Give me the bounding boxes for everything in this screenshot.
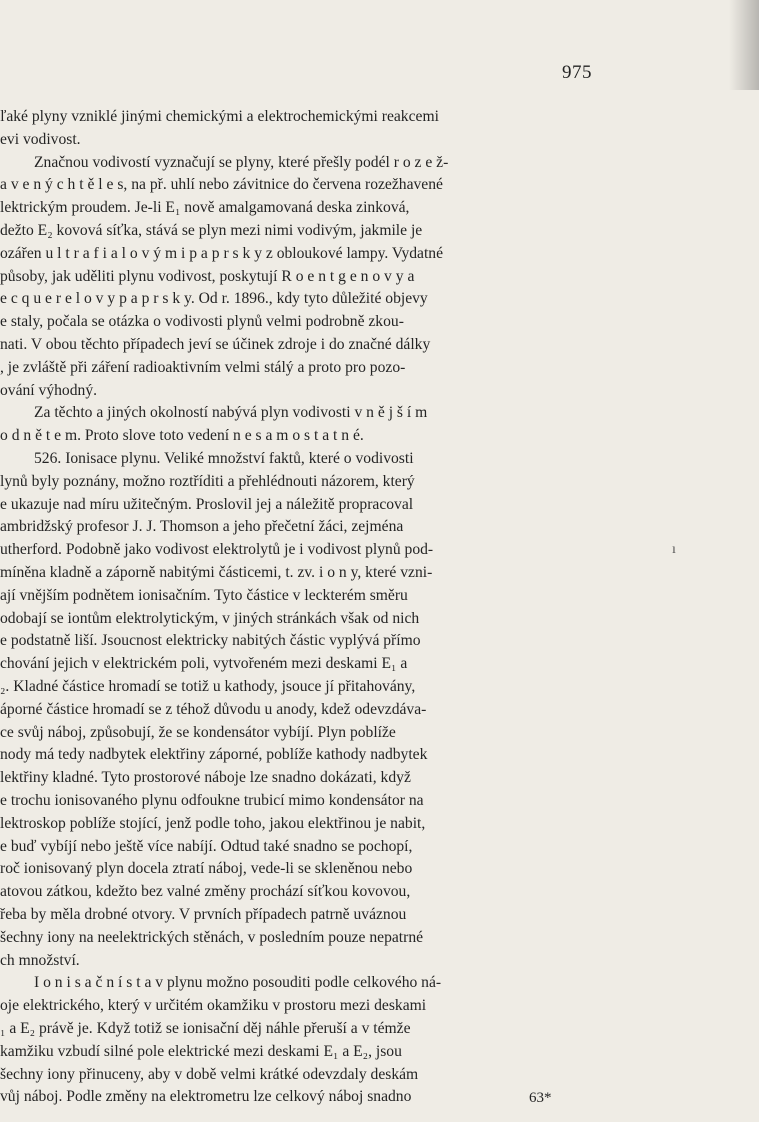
- text-line: vůj náboj. Podle změny na elektrometru lze celkový náboj snadno: [0, 1088, 412, 1106]
- text-line: ch množství.: [0, 951, 80, 969]
- text-line: ₁ a E₂ právě je. Když totiž se ionisační děj náhle přeruší a v témže: [0, 1020, 411, 1037]
- text-line: řeba by měla drobné otvory. V prvních případech patrně uváznou: [0, 906, 407, 923]
- text-line: roč ionisovaný plyn docela ztratí náboj, vede-li se skleněnou nebo: [0, 860, 413, 878]
- text-line: Značnou vodivostí vyznačují se plyny, které přešly podél r o z e ž-: [34, 153, 449, 171]
- text-line: I o n i s a č n í s t a v plynu možno posouditi podle celkového ná-: [34, 974, 442, 992]
- text-line: o d n ě t e m. Proto slove toto vedení n e s a m o s t a t n é.: [0, 427, 364, 445]
- text-line: dežto E₂ kovová síťka, stává se plyn mezi nimi vodivým, jakmile je: [0, 222, 423, 239]
- text-line: lynů byly poznány, možno roztříditi a přehlédnouti názorem, který: [0, 472, 415, 490]
- text-line: utherford. Podobně jako vodivost elektrolytů je i vodivost plynů pod-: [0, 541, 434, 559]
- text-line: ľaké plyny vzniklé jinými chemickými a elektrochemickými reakcemi: [0, 108, 439, 125]
- text-line: míněna kladně a záporně nabitými částicemi, t. zv. i o n y, které vzni-: [0, 564, 433, 581]
- text-line: 526. Ionisace plynu. Veliké množství faktů, které o vodivosti: [34, 450, 414, 467]
- text-line: e c q u e r e l o v y p a p r s k y. Od r. 1896., kdy tyto důležité objevy: [0, 290, 428, 308]
- text-line: , je zvláště při záření radioaktivním velmi stálý a proto pro pozo-: [0, 358, 406, 376]
- text-line: ování výhodný.: [0, 381, 98, 399]
- text-line: působy, jak uděliti plynu vodivost, poskytují R o e n t g e n o v y a: [0, 267, 415, 285]
- text-line: Za těchto a jiných okolností nabývá plyn vodivosti v n ě j š í m: [34, 404, 428, 422]
- text-line: atovou zátkou, kdežto bez valné změny prochází síťkou kovovou,: [0, 883, 411, 901]
- text-line: ají vnějším podnětem ionisačním. Tyto částice v leckterém směru: [0, 586, 408, 604]
- text-line: kamžiku vzbudí silné pole elektrické mezi deskami E₁ a E₂, jsou: [0, 1042, 402, 1060]
- text-line: e staly, počala se otázka o vodivosti plynů velmi podrobně zkou-: [0, 313, 404, 331]
- text-line: nody má tedy nadbytek elektřiny záporné, poblíže kathody nadbytek: [0, 746, 428, 764]
- text-line: ozářen u l t r a f i a l o v ý m i p a p r s k y z obloukové lampy. Vydatné: [0, 244, 444, 262]
- text-line: e ukazuje nad míru užitečným. Proslovil jej a náležitě propracoval: [0, 495, 414, 513]
- text-line: šechny iony přinuceny, aby v době velmi krátké odevzdaly deskám: [0, 1065, 419, 1083]
- text-line: lektrickým proudem. Je-li E₁ nově amalgamovaná deska zinková,: [0, 199, 410, 217]
- text-line: lektřiny kladné. Tyto prostorové náboje lze snadno dokázati, když: [0, 769, 411, 787]
- text-line: šechny iony na neelektrických stěnách, v posledním pouze nepatrné: [0, 928, 424, 946]
- page-number: 975: [562, 62, 592, 83]
- text-line: e buď vybíjí nebo ještě více nabíjí. Odtud také snadno se pochopí,: [0, 837, 413, 855]
- text-line: e podstatně liší. Jsoucnost elektricky nabitých částic vyplývá přímo: [0, 632, 421, 650]
- text-line: ce svůj náboj, způsobují, že se kondensátor vybíjí. Plyn poblíže: [0, 723, 396, 741]
- text-line: e trochu ionisovaného plynu odfoukne trubicí mimo kondensátor na: [0, 792, 424, 809]
- margin-mark: ı: [672, 542, 676, 557]
- text-line: a v e n ý c h t ě l e s, na př. uhlí nebo závitnice do červena rozežhavené: [0, 176, 443, 194]
- text-line: ambridžský profesor J. J. Thomson a jeho přečetní žáci, zejména: [0, 518, 404, 536]
- text-line: nati. V obou těchto případech jeví se účinek zdroje i do značné dálky: [0, 336, 431, 353]
- text-line: odobají se iontům elektrolytickým, v jiných stránkách však od nich: [0, 609, 420, 627]
- text-line: ₂. Kladné částice hromadí se totiž u kathody, jsouce jí přitahovány,: [0, 678, 416, 695]
- footer-signature: 63*: [529, 1090, 552, 1106]
- scan-shadow: [729, 0, 759, 90]
- text-line: áporné částice hromadí se z téhož důvodu u anody, kdež odevzdáva-: [0, 700, 427, 718]
- text-line: chování jejich v elektrickém poli, vytvořeném mezi deskami E₁ a: [0, 655, 408, 673]
- text-line: oje elektrického, který v určitém okamžiku v prostoru mezi deskami: [0, 997, 427, 1015]
- text-line: lektroskop poblíže stojící, jenž podle toho, jakou elektřinou je nabit,: [0, 814, 426, 832]
- text-line: evi vodivost.: [0, 130, 81, 148]
